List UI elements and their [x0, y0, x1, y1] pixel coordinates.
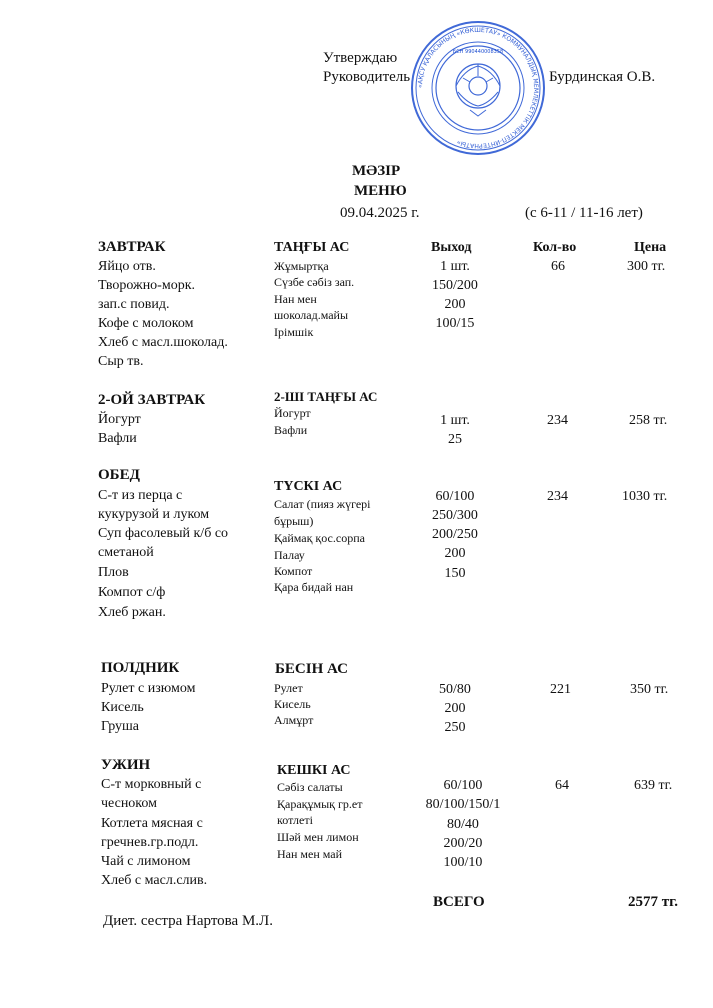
- list-item: Котлета мясная с: [101, 816, 203, 831]
- output-value: 25: [448, 432, 462, 447]
- list-item: Яйцо отв.: [98, 259, 156, 274]
- official-seal-stamp: [408, 18, 548, 158]
- list-item: Компот: [274, 564, 313, 578]
- list-item: Рулет с изюмом: [101, 681, 196, 696]
- list-item: Сәбіз салаты: [277, 780, 343, 794]
- lunch-qty: 234: [547, 489, 568, 504]
- list-item: чесноком: [101, 796, 157, 811]
- list-item: шоколад.майы: [274, 308, 349, 322]
- output-value: 1 шт.: [440, 259, 470, 274]
- list-item: Сыр тв.: [98, 354, 144, 369]
- title-kz: МӘЗІР: [352, 163, 401, 179]
- col-output-header: Выход: [431, 240, 472, 255]
- list-item: Қара бидай нан: [274, 580, 354, 594]
- dinner-title-kz: КЕШКІ АС: [277, 763, 351, 778]
- output-value: 80/40: [447, 817, 479, 832]
- list-item: Кисель: [274, 697, 311, 711]
- second-breakfast-qty: 234: [547, 413, 568, 428]
- list-item: Қарақұмық гр.ет: [277, 797, 363, 811]
- menu-date: 09.04.2025 г.: [340, 205, 420, 221]
- output-value: 200/20: [443, 836, 483, 851]
- list-item: Рулет: [274, 681, 303, 695]
- list-item: Хлеб с масл.слив.: [101, 873, 208, 888]
- list-item: зап.с повид.: [98, 297, 170, 312]
- col-price-header: Цена: [634, 240, 667, 255]
- list-item: Суп фасолевый к/б со: [98, 526, 229, 541]
- list-item: Жұмыртқа: [274, 259, 329, 273]
- breakfast-qty: 66: [551, 259, 565, 274]
- output-value: 200: [444, 297, 466, 312]
- output-value: 100/15: [435, 316, 475, 331]
- list-item: Алмұрт: [274, 713, 314, 727]
- dinner-price: 639 тг.: [634, 778, 673, 793]
- stamp-code: БСН 990440008358: [452, 49, 504, 55]
- list-item: котлеті: [277, 813, 313, 827]
- list-item: Нан мен: [274, 292, 317, 306]
- list-item: Кофе с молоком: [98, 316, 194, 331]
- output-value: 80/100/150/1: [425, 797, 501, 812]
- col-qty-header: Кол-во: [533, 240, 577, 255]
- snack-qty: 221: [550, 682, 571, 697]
- approver-position: Руководитель: [323, 69, 411, 85]
- second-breakfast-price: 258 тг.: [629, 413, 668, 428]
- second-breakfast-title-ru: 2-ОЙ ЗАВТРАК: [98, 392, 206, 408]
- output-value: 60/100: [435, 489, 475, 504]
- output-value: 250: [444, 720, 466, 735]
- list-item: бұрыш): [274, 514, 314, 528]
- list-item: Сүзбе сәбіз зап.: [274, 275, 355, 289]
- list-item: Нан мен май: [277, 847, 343, 861]
- snack-title-ru: ПОЛДНИК: [101, 660, 180, 676]
- list-item: Вафли: [274, 423, 308, 437]
- lunch-title-ru: ОБЕД: [98, 467, 140, 483]
- list-item: Вафли: [98, 431, 137, 446]
- list-item: Груша: [101, 719, 140, 734]
- output-value: 100/10: [443, 855, 483, 870]
- approver-name: Бурдинская О.В.: [549, 69, 656, 85]
- list-item: Шәй мен лимон: [277, 830, 359, 844]
- list-item: Хлеб с масл.шоколад.: [98, 335, 228, 350]
- list-item: Кисель: [101, 700, 144, 715]
- list-item: Салат (пияз жүгері: [274, 497, 371, 511]
- output-value: 150: [444, 566, 466, 581]
- title-ru: МЕНЮ: [354, 183, 407, 199]
- list-item: кукурузой и луком: [98, 507, 210, 522]
- dinner-title-ru: УЖИН: [101, 757, 151, 773]
- list-item: Чай с лимоном: [101, 854, 191, 869]
- age-range: (с 6-11 / 11-16 лет): [525, 205, 643, 221]
- lunch-title-kz: ТҮСКІ АС: [274, 479, 343, 494]
- output-value: 50/80: [439, 682, 471, 697]
- list-item: Йогурт: [274, 406, 311, 420]
- list-item: Ірімшік: [274, 325, 314, 339]
- snack-title-kz: БЕСІН АС: [275, 661, 348, 677]
- output-value: 250/300: [432, 508, 478, 523]
- list-item: Қаймақ қос.сорпа: [274, 531, 365, 545]
- breakfast-title-ru: ЗАВТРАК: [98, 239, 166, 255]
- dinner-qty: 64: [555, 778, 569, 793]
- output-value: 200: [444, 701, 466, 716]
- total-label: ВСЕГО: [433, 894, 485, 910]
- dietitian-signature-line: Диет. сестра Нартова М.Л.: [103, 913, 273, 929]
- breakfast-title-kz: ТАҢҒЫ АС: [274, 240, 350, 255]
- list-item: гречнев.гр.подл.: [101, 835, 199, 850]
- snack-price: 350 тг.: [630, 682, 669, 697]
- list-item: Плов: [98, 565, 129, 580]
- list-item: Творожно-морк.: [98, 278, 196, 293]
- breakfast-price: 300 тг.: [627, 259, 666, 274]
- stamp-ring-text: «АҚСУ ҚАЛАСЫНЫҢ «КӨКШЕТАУ» КОММУНАЛДЫҚ МЕМЛЕКЕТТІК МЕКТЕП-ИНТЕРНАТЫ»: [416, 26, 540, 150]
- list-item: Йогурт: [98, 412, 141, 427]
- output-value: 1 шт.: [440, 413, 470, 428]
- total-value: 2577 тг.: [628, 894, 678, 910]
- list-item: С-т морковный с: [101, 777, 202, 792]
- list-item: сметаной: [98, 545, 154, 560]
- list-item: Палау: [274, 548, 305, 562]
- output-value: 200/250: [432, 527, 478, 542]
- lunch-price: 1030 тг.: [622, 489, 668, 504]
- approve-label: Утверждаю: [323, 50, 398, 66]
- list-item: Хлеб ржан.: [98, 605, 166, 620]
- second-breakfast-title-kz: 2-ШІ ТАҢҒЫ АС: [274, 389, 378, 404]
- output-value: 200: [444, 546, 466, 561]
- output-value: 150/200: [432, 278, 478, 293]
- list-item: Компот с/ф: [98, 585, 166, 600]
- list-item: С-т из перца с: [98, 488, 183, 503]
- output-value: 60/100: [443, 778, 483, 793]
